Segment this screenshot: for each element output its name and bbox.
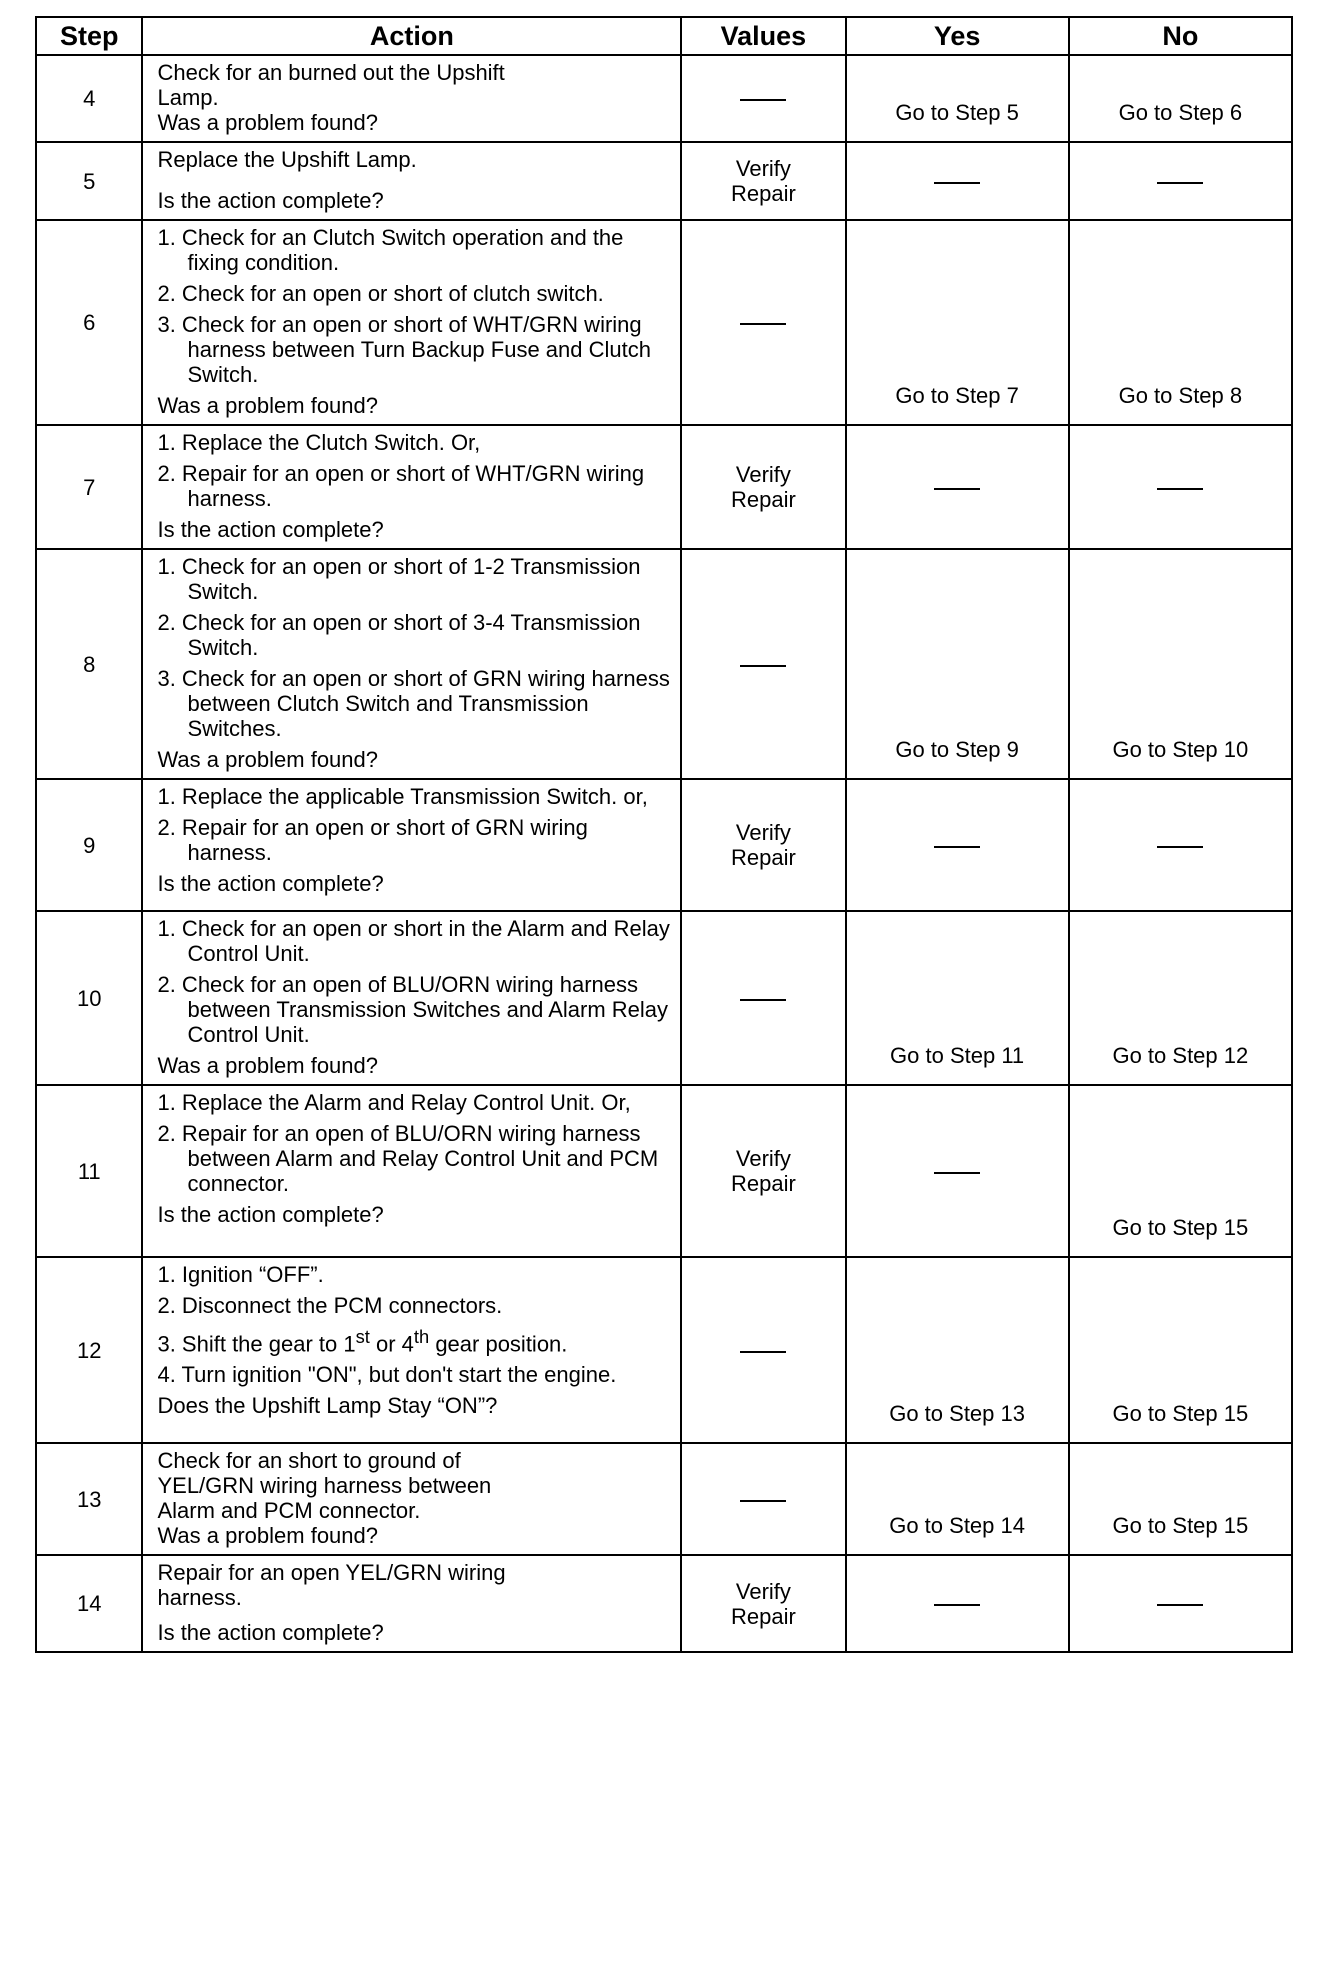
action-line: Lamp.: [157, 85, 219, 110]
action-line: Check for an short to ground of: [157, 1448, 461, 1473]
header-row: [36, 17, 1292, 55]
action-question: Was a problem found?: [157, 393, 378, 418]
action-question: Is the action complete?: [157, 1620, 384, 1645]
verify-repair-line2: Repair: [730, 181, 796, 206]
values-cell: [681, 911, 845, 1085]
action-item: 2. Repair for an open of BLU/ORN wiring harness between Alarm and Relay Control Unit and PCM connector.: [157, 1121, 659, 1196]
step-number: 12: [36, 1257, 142, 1443]
action-cell: [142, 911, 681, 1085]
verify-repair-line2: Repair: [730, 845, 796, 870]
values-cell: [681, 1085, 845, 1257]
values-cell: [681, 142, 845, 220]
action-cell: [142, 425, 681, 549]
action-question: Was a problem found?: [157, 1523, 378, 1548]
action-line: Check for an burned out the Upshift: [157, 60, 505, 85]
step-number: 4: [36, 55, 142, 142]
no-cell: [1069, 1555, 1292, 1652]
action-item: 2. Check for an open or short of clutch switch.: [157, 281, 604, 306]
verify-repair-line1: Verify: [735, 1146, 791, 1171]
no-cell: [1069, 142, 1292, 220]
action-cell: [142, 1555, 681, 1652]
action-item: 2. Repair for an open or short of WHT/GRN wiring harness.: [157, 461, 645, 511]
action-question: Was a problem found?: [157, 1053, 378, 1078]
yes-cell: Go to Step 9: [846, 549, 1069, 779]
action-cell: [142, 1443, 681, 1555]
action-item: 1. Replace the applicable Transmission Switch. or,: [157, 784, 648, 809]
dash-mark: [1157, 182, 1203, 184]
verify-repair-line2: Repair: [730, 487, 796, 512]
values-cell: [681, 1257, 845, 1443]
table-row: [36, 1443, 1292, 1555]
step-number: 14: [36, 1555, 142, 1652]
yes-cell: [846, 779, 1069, 911]
dash-mark: [934, 846, 980, 848]
action-question: Is the action complete?: [157, 517, 384, 542]
step-number: 5: [36, 142, 142, 220]
dash-mark: [1157, 488, 1203, 490]
no-cell: [1069, 779, 1292, 911]
step-number: 10: [36, 911, 142, 1085]
action-item: 3. Check for an open or short of GRN wiring harness between Clutch Switch and Transmission Switches.: [157, 666, 670, 741]
no-cell: Go to Step 15: [1069, 1257, 1292, 1443]
yes-cell: Go to Step 13: [846, 1257, 1069, 1443]
action-item: 1. Ignition “OFF”.: [157, 1262, 324, 1287]
action-cell: [142, 1257, 681, 1443]
yes-cell: [846, 1555, 1069, 1652]
verify-repair-line2: Repair: [730, 1171, 796, 1196]
diagnostic-table: [35, 16, 1293, 1653]
header-no: No: [1069, 17, 1292, 55]
step-number: 7: [36, 425, 142, 549]
action-question: Is the action complete?: [157, 1202, 384, 1227]
yes-cell: [846, 425, 1069, 549]
dash-mark: [740, 1500, 786, 1502]
header-step: Step: [36, 17, 142, 55]
values-cell: [681, 425, 845, 549]
no-cell: Go to Step 15: [1069, 1085, 1292, 1257]
action-item: 1. Check for an open or short of 1-2 Transmission Switch.: [157, 554, 641, 604]
step-number: 13: [36, 1443, 142, 1555]
action-cell: [142, 1085, 681, 1257]
action-item: 2. Repair for an open or short of GRN wiring harness.: [157, 815, 588, 865]
yes-cell: [846, 1085, 1069, 1257]
action-question: Is the action complete?: [157, 871, 384, 896]
action-item: 1. Check for an open or short in the Alarm and Relay Control Unit.: [157, 916, 670, 966]
table-row: [36, 142, 1292, 220]
verify-repair-line1: Verify: [735, 156, 791, 181]
action-question: Does the Upshift Lamp Stay “ON”?: [157, 1393, 498, 1419]
table-row: [36, 55, 1292, 142]
values-cell: [681, 779, 845, 911]
action-question: Is the action complete?: [157, 188, 384, 213]
verify-repair-line2: Repair: [730, 1603, 796, 1629]
action-line: Replace the Upshift Lamp.: [157, 147, 417, 172]
table-row: [36, 1555, 1292, 1652]
yes-cell: Go to Step 7: [846, 220, 1069, 425]
no-cell: Go to Step 15: [1069, 1443, 1292, 1555]
header-action: Action: [142, 17, 681, 55]
header-yes: Yes: [846, 17, 1069, 55]
yes-cell: Go to Step 14: [846, 1443, 1069, 1555]
yes-cell: [846, 142, 1069, 220]
values-cell: [681, 1443, 845, 1555]
dash-mark: [740, 999, 786, 1001]
dash-mark: [740, 323, 786, 325]
action-item: 3. Check for an open or short of WHT/GRN wiring harness between Turn Backup Fuse and Clutch Switch.: [157, 312, 651, 387]
dash-mark: [934, 1172, 980, 1174]
dash-mark: [740, 99, 786, 101]
verify-repair-line1: Verify: [735, 1578, 791, 1604]
no-cell: Go to Step 12: [1069, 911, 1292, 1085]
table-row: [36, 425, 1292, 549]
table-row: [36, 549, 1292, 779]
dash-mark: [1157, 846, 1203, 848]
dash-mark: [934, 182, 980, 184]
table-row: [36, 779, 1292, 911]
step-number: 6: [36, 220, 142, 425]
verify-repair-line1: Verify: [735, 462, 791, 487]
action-item: 1. Replace the Alarm and Relay Control Unit. Or,: [157, 1090, 631, 1115]
action-question: Was a problem found?: [157, 110, 378, 135]
yes-cell: Go to Step 11: [846, 911, 1069, 1085]
action-item: 1. Replace the Clutch Switch. Or,: [157, 430, 481, 455]
values-cell: [681, 220, 845, 425]
action-cell: [142, 220, 681, 425]
dash-mark: [934, 1604, 980, 1606]
action-question: Was a problem found?: [157, 747, 378, 772]
verify-repair-line1: Verify: [735, 820, 791, 845]
values-cell: [681, 55, 845, 142]
action-cell: [142, 779, 681, 911]
values-cell: [681, 549, 845, 779]
action-line: harness.: [157, 1585, 242, 1610]
dash-mark: [1157, 1604, 1203, 1606]
no-cell: Go to Step 8: [1069, 220, 1292, 425]
table-row: [36, 1257, 1292, 1443]
action-item: 2. Disconnect the PCM connectors.: [157, 1293, 503, 1318]
step-number: 8: [36, 549, 142, 779]
action-cell: [142, 55, 681, 142]
dash-mark: [740, 665, 786, 667]
step-number: 11: [36, 1085, 142, 1257]
values-cell: [681, 1555, 845, 1652]
no-cell: Go to Step 10: [1069, 549, 1292, 779]
table-row: [36, 220, 1292, 425]
header-values: Values: [681, 17, 845, 55]
step-number: 9: [36, 779, 142, 911]
action-item: 2. Check for an open of BLU/ORN wiring harness between Transmission Switches and Alarm Relay Control Unit.: [157, 972, 669, 1047]
no-cell: Go to Step 6: [1069, 55, 1292, 142]
action-line: Repair for an open YEL/GRN wiring: [157, 1560, 506, 1585]
dash-mark: [740, 1351, 786, 1353]
yes-cell: Go to Step 5: [846, 55, 1069, 142]
action-line: YEL/GRN wiring harness between: [157, 1473, 492, 1498]
action-line: Alarm and PCM connector.: [157, 1498, 421, 1523]
table-row: [36, 911, 1292, 1085]
action-item: 1. Check for an Clutch Switch operation and the fixing condition.: [157, 225, 624, 275]
no-cell: [1069, 425, 1292, 549]
action-cell: [142, 142, 681, 220]
action-cell: [142, 549, 681, 779]
action-item: 4. Turn ignition "ON", but don't start the engine.: [157, 1362, 617, 1388]
action-item: 3. Shift the gear to 1st or 4th gear position.: [157, 1326, 568, 1357]
dash-mark: [934, 488, 980, 490]
table-row: [36, 1085, 1292, 1257]
action-item: 2. Check for an open or short of 3-4 Transmission Switch.: [157, 610, 641, 660]
